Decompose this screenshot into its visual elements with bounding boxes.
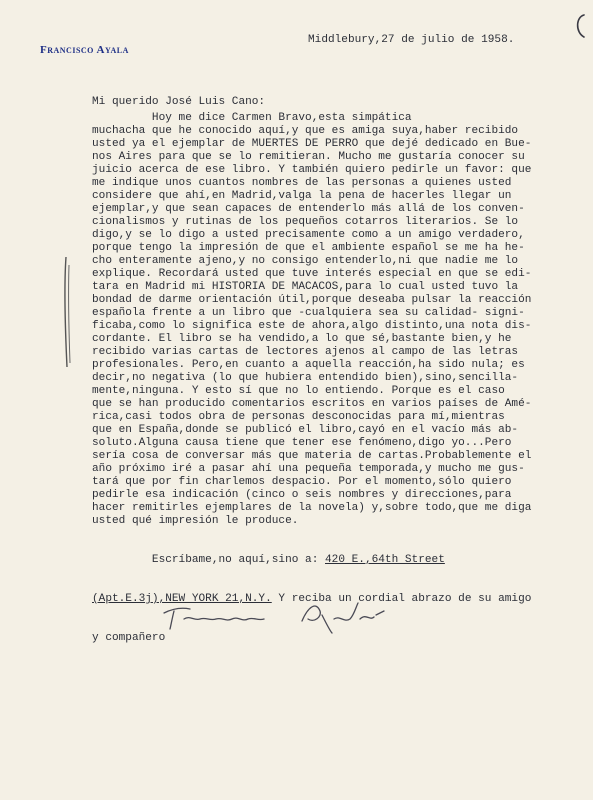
body-line: tara en Madrid mi HISTORIA DE MACACOS,para lo cual usted tuvo la	[92, 281, 519, 293]
corner-handwritten-mark	[572, 12, 588, 40]
body-line: juicio acerca de ese libro. Y también quiero pedirle un favor: que	[92, 164, 532, 176]
body-line: sería cosa de conversar más que materia de cartas.Probablemente el	[92, 450, 532, 462]
body-line: usted qué impresión le produce.	[92, 515, 299, 527]
body-line: cho enteramente ajeno,y no consigo entenderlo,ni que nadie me lo	[92, 255, 519, 267]
body-line: me indique unos cuantos nombres de las personas a quienes usted	[92, 177, 512, 189]
greeting: Mi querido José Luis Cano:	[92, 96, 266, 108]
body-line: usted ya el ejemplar de MUERTES DE PERRO que dejé dedicado en Bue-	[92, 138, 532, 150]
body-line: bondad de darme orientación útil,porque deseaba pulsar la reacción	[92, 294, 532, 306]
body-line: pedirle esa indicación (cinco o seis nombres y direcciones,para	[92, 489, 512, 501]
address-street: 420 E.,64th Street	[325, 554, 445, 566]
body-line: explique. Recordará usted que tuve interés especial en que se edi-	[92, 268, 532, 280]
address-city: (Apt.E.3j),NEW YORK 21,N.Y.	[92, 593, 272, 605]
body-line: rica,casi todos obra de personas desconocidas para mí,mientras	[92, 411, 505, 423]
body-line: porque tengo la impresión de que el ambiente español se me ha he-	[92, 242, 525, 254]
closing-line-1: Escríbame,no aquí,sino a: 420 E.,64th Street	[92, 554, 445, 566]
body-line: nos Aires para que se lo remitieran. Mucho me gustaría conocer su	[92, 151, 525, 163]
body-line: digo,y se lo digo a usted precisamente como a un amigo verdadero,	[92, 229, 525, 241]
date-line: Middlebury,27 de julio de 1958.	[308, 34, 515, 46]
letterhead: Francisco Ayala	[40, 44, 129, 56]
body-line: soluto.Alguna causa tiene que tener ese fenómeno,digo yo...Pero	[92, 437, 512, 449]
body-line: que en España,donde se publicó el libro,cayó en el vacío más ab-	[92, 424, 519, 436]
body-line: decir,no negativa (lo que hubiera entendido bien),sino,sencilla-	[92, 372, 519, 384]
body-line: muchacha que he conocido aquí,y que es amiga suya,haber recibido	[92, 125, 519, 137]
body-line: año próximo iré a pasar ahí una pequeña temporada,y mucho me gus-	[92, 463, 525, 475]
closing-line-3: y compañero	[92, 632, 166, 644]
body-line: hacer remitirles ejemplares de la novela) y,sobre todo,que me diga	[92, 502, 532, 514]
body-line: mente,ninguna. Y esto sí que no lo entiendo. Porque es el caso	[92, 385, 505, 397]
body-line: ejemplar,y que sean capaces de entenderlo más allá de los conven-	[92, 203, 525, 215]
closing-line-2: (Apt.E.3j),NEW YORK 21,N.Y. Y reciba un cordial abrazo de su amigo	[92, 593, 532, 605]
body-line: Hoy me dice Carmen Bravo,esta simpática	[92, 112, 412, 124]
body-line: cordante. El libro se ha vendido,a lo que sé,bastante bien,y he	[92, 333, 512, 345]
body-line: recibido varias cartas de lectores ajenos al campo de las letras	[92, 346, 519, 358]
body-line: que se han producido comentarios escritos en varios países de Amé-	[92, 398, 532, 410]
body-line: profesionales. Pero,en cuanto a aquella reacción,ha sido nula; es	[92, 359, 525, 371]
body-line: ficaba,como lo significa este de ahora,algo distinto,una nota dis-	[92, 320, 532, 332]
signature-drawing	[162, 597, 402, 635]
body-line: española frente a un libro que -cualquiera sea su calidad- signi-	[92, 307, 525, 319]
body-line: tará que por fin charlemos despacio. Por el momento,sólo quiero	[92, 476, 512, 488]
letter-body	[92, 112, 531, 528]
body-line: considere que ahí,en Madrid,valga la pena de hacerles llegar un	[92, 190, 512, 202]
body-line: cionalismos y rutinas de los pequeños cotarros literarios. Se lo	[92, 216, 519, 228]
margin-pencil-mark	[60, 255, 74, 370]
